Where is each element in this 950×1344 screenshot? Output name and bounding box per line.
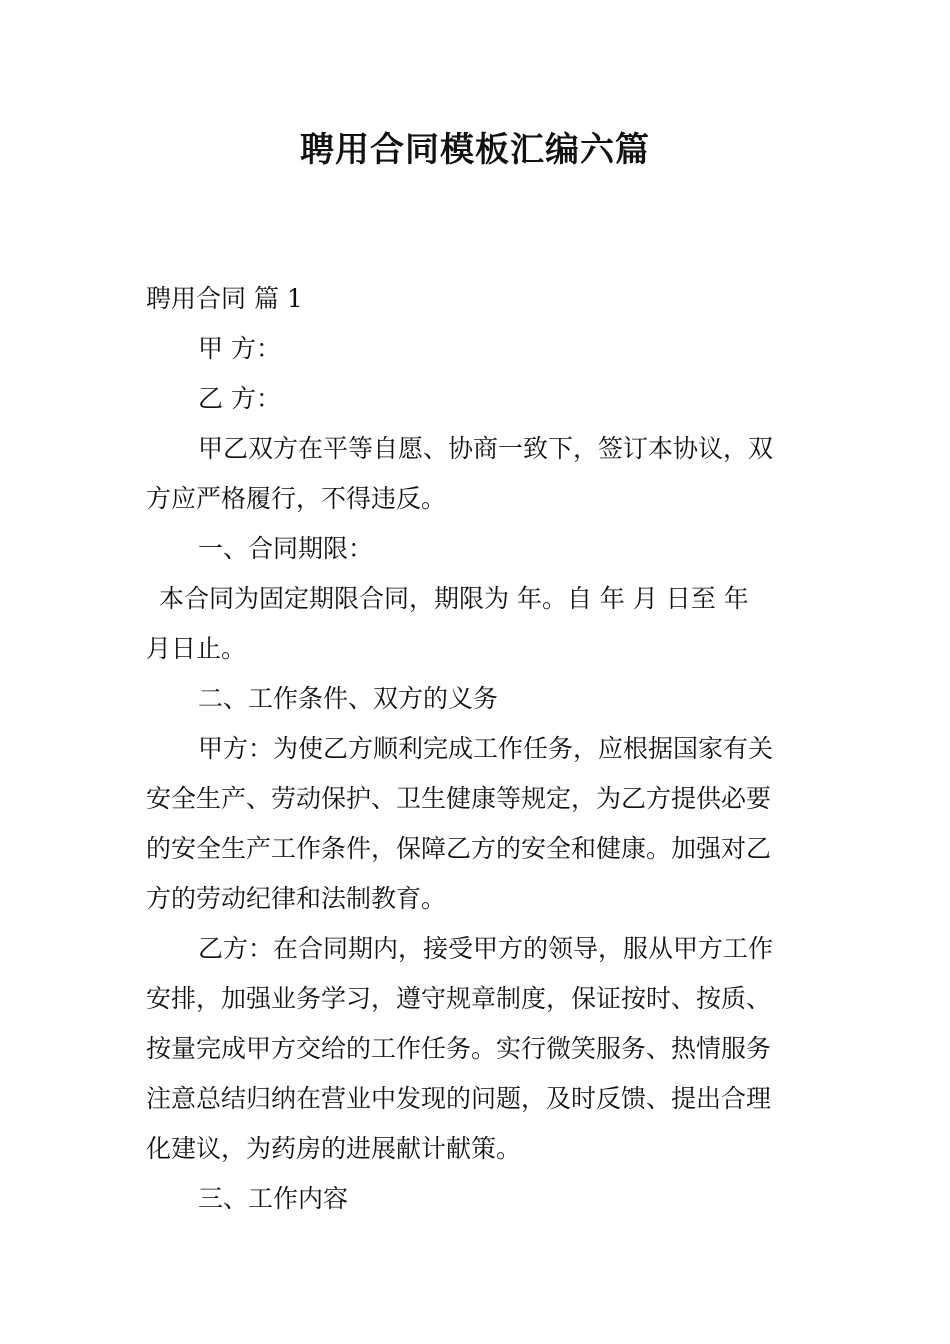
clause-2-heading: 二、工作条件、双方的义务 — [198, 684, 499, 713]
contract-body — [146, 274, 806, 1224]
clause-1-line-2: 月日止。 — [146, 634, 247, 663]
party-b-duty-line-5: 化建议，为药房的进展献计献策。 — [146, 1134, 522, 1163]
party-a-duty-line-3: 的安全生产工作条件，保障乙方的安全和健康。加强对乙 — [146, 834, 772, 863]
intro-line-2: 方应严格履行，不得违反。 — [146, 484, 447, 513]
party-a-duty-line-1: 甲方：为使乙方顺利完成工作任务，应根据国家有关 — [198, 734, 774, 763]
clause-3-heading: 三、工作内容 — [198, 1184, 349, 1213]
intro-line-1: 甲乙双方在平等自愿、协商一致下，签订本协议，双 — [198, 434, 774, 463]
party-b-duty-line-2: 安排，加强业务学习，遵守规章制度，保证按时、按质、 — [146, 984, 772, 1013]
party-b-duty-line-1: 乙方：在合同期内，接受甲方的领导，服从甲方工作 — [198, 934, 774, 963]
party-a-duty-line-2: 安全生产、劳动保护、卫生健康等规定，为乙方提供必要 — [146, 784, 772, 813]
clause-1-heading: 一、合同期限： — [198, 534, 374, 563]
party-b-label: 乙 方： — [198, 384, 281, 413]
clause-1-line-1: 本合同为固定期限合同，期限为 年。自 年 月 日至 年 — [159, 584, 749, 613]
party-b-duty-line-4: 注意总结归纳在营业中发现的问题，及时反馈、提出合理 — [146, 1084, 772, 1113]
document-title: 聘用合同模板汇编六篇 — [300, 130, 650, 170]
party-b-duty-line-3: 按量完成甲方交给的工作任务。实行微笑服务、热情服务 — [146, 1034, 772, 1063]
party-a-label: 甲 方： — [198, 334, 281, 363]
section-heading: 聘用合同 篇 1 — [146, 284, 303, 313]
party-a-duty-line-4: 方的劳动纪律和法制教育。 — [146, 884, 447, 913]
